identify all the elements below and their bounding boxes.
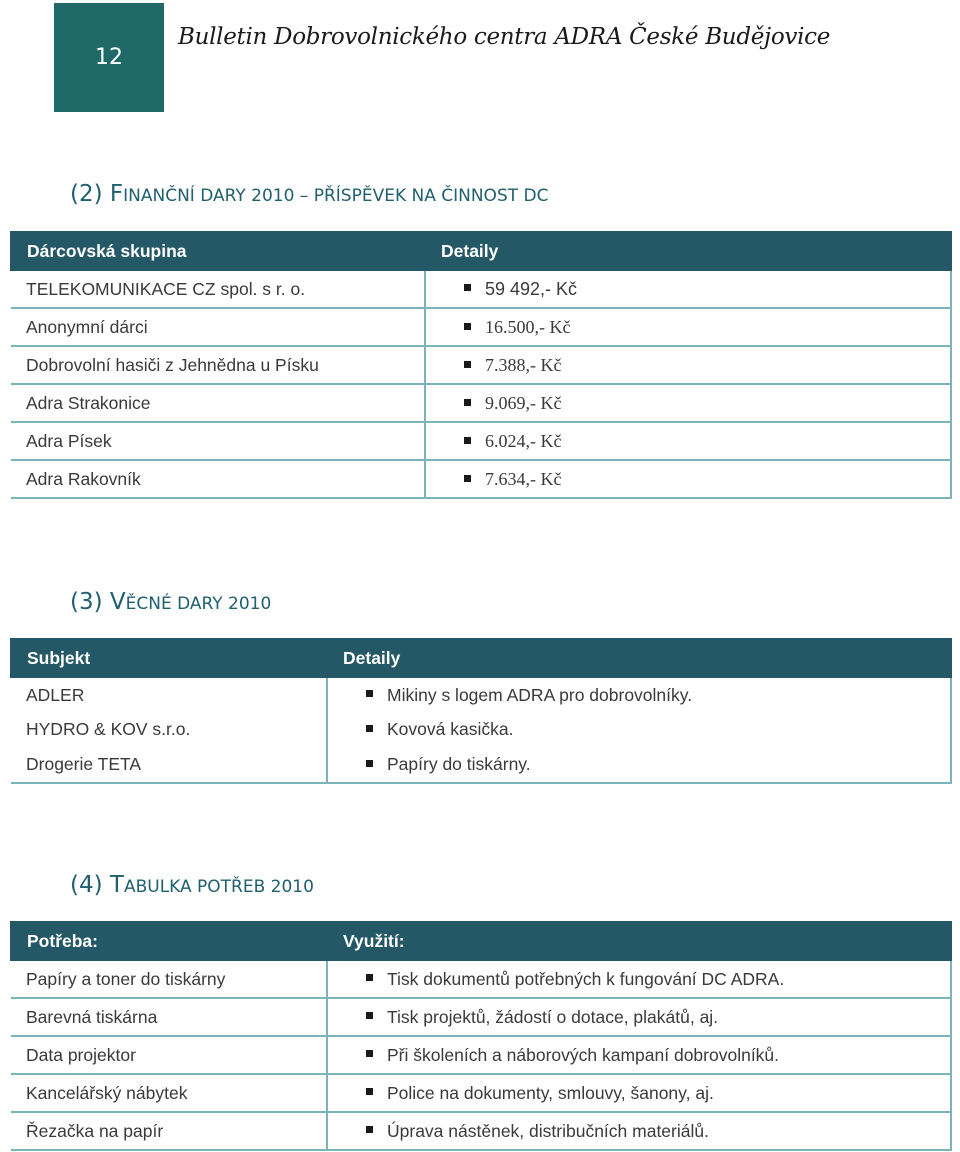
header-subject: Subjekt — [11, 639, 327, 677]
need-cell: Řezačka na papír — [11, 1112, 327, 1150]
section3-heading-rest: ĚCNÉ DARY 2010 — [125, 594, 272, 614]
square-bullet-icon — [366, 1012, 373, 1019]
donor-cell: Adra Strakonice — [11, 384, 425, 422]
square-bullet-icon — [366, 1050, 373, 1057]
need-cell: Barevná tiskárna — [11, 998, 327, 1036]
financial-donations-table — [10, 231, 952, 499]
header-details: Detaily — [327, 639, 951, 677]
square-bullet-icon — [464, 475, 471, 482]
use-cell — [327, 1036, 951, 1074]
detail-cell — [327, 747, 951, 783]
square-bullet-icon — [366, 690, 373, 697]
amount-value: 16.500,- Kč — [485, 316, 571, 337]
use-cell — [327, 998, 951, 1036]
use-value: Tisk dokumentů potřebných k fungování DC ADRA. — [387, 968, 785, 989]
use-cell — [327, 960, 951, 998]
table-row — [11, 960, 951, 998]
table-row — [11, 346, 951, 384]
square-bullet-icon — [366, 760, 373, 767]
table-row — [11, 460, 951, 498]
square-bullet-icon — [366, 1126, 373, 1133]
need-cell: Kancelářský nábytek — [11, 1074, 327, 1112]
subject-cell: ADLER — [11, 677, 327, 712]
square-bullet-icon — [366, 974, 373, 981]
use-cell — [327, 1112, 951, 1150]
header-use: Využití: — [327, 922, 951, 960]
amount-cell — [425, 422, 951, 460]
amount-cell — [425, 384, 951, 422]
table-row — [11, 1074, 951, 1112]
square-bullet-icon — [366, 725, 373, 732]
donor-cell: Anonymní dárci — [11, 308, 425, 346]
detail-value: Papíry do tiskárny. — [387, 754, 531, 774]
detail-cell — [327, 712, 951, 747]
use-value: Úprava nástěnek, distribučních materiálů. — [387, 1120, 709, 1141]
amount-cell — [425, 346, 951, 384]
table-row — [11, 747, 951, 783]
table-row — [11, 1112, 951, 1150]
header-need: Potřeba: — [11, 922, 327, 960]
table-row — [11, 422, 951, 460]
donor-cell: TELEKOMUNIKACE CZ spol. s r. o. — [11, 270, 425, 308]
square-bullet-icon — [464, 399, 471, 406]
header-details: Detaily — [425, 232, 951, 270]
page-number: 12 — [95, 45, 123, 70]
section3-heading-prefix: (3) V — [70, 589, 126, 615]
amount-value: 9.069,- Kč — [485, 392, 562, 413]
section4-heading-prefix: (4) T — [70, 872, 124, 898]
material-donations-table — [10, 638, 952, 784]
amount-cell — [425, 270, 951, 308]
section2-heading — [70, 181, 548, 207]
donor-cell: Dobrovolní hasiči z Jehnědna u Písku — [11, 346, 425, 384]
square-bullet-icon — [464, 361, 471, 368]
detail-cell — [327, 677, 951, 712]
use-value: Tisk projektů, žádostí o dotace, plakátů, aj. — [387, 1006, 719, 1027]
amount-value: 7.388,- Kč — [485, 354, 562, 375]
header-donor-group: Dárcovská skupina — [11, 232, 425, 270]
table-row — [11, 677, 951, 712]
subject-cell: Drogerie TETA — [11, 747, 327, 783]
use-cell — [327, 1074, 951, 1112]
amount-cell — [425, 308, 951, 346]
section3-heading — [70, 589, 271, 615]
square-bullet-icon — [464, 437, 471, 444]
donor-cell: Adra Rakovník — [11, 460, 425, 498]
use-value: Při školeních a náborových kampaní dobrovolníků. — [387, 1044, 780, 1065]
square-bullet-icon — [366, 1088, 373, 1095]
amount-cell — [425, 460, 951, 498]
amount-value: 6.024,- Kč — [485, 430, 562, 451]
bulletin-title: Bulletin Dobrovolnického centra ADRA České Budějovice — [178, 24, 831, 50]
donor-cell: Adra Písek — [11, 422, 425, 460]
needs-table — [10, 921, 952, 1151]
table-row — [11, 270, 951, 308]
table-row — [11, 998, 951, 1036]
table-header-row — [11, 639, 951, 677]
table-header-row — [11, 922, 951, 960]
need-cell: Papíry a toner do tiskárny — [11, 960, 327, 998]
table-header-row — [11, 232, 951, 270]
section4-heading — [70, 872, 314, 898]
section2-heading-prefix: (2) F — [70, 181, 124, 207]
square-bullet-icon — [464, 323, 471, 330]
amount-value: 59 492,- Kč — [485, 278, 578, 299]
subject-cell: HYDRO & KOV s.r.o. — [11, 712, 327, 747]
use-value: Police na dokumenty, smlouvy, šanony, aj. — [387, 1082, 714, 1103]
amount-value: 7.634,- Kč — [485, 468, 562, 489]
table-row — [11, 308, 951, 346]
need-cell: Data projektor — [11, 1036, 327, 1074]
detail-value: Mikiny s logem ADRA pro dobrovolníky. — [387, 684, 693, 705]
detail-value: Kovová kasička. — [387, 719, 514, 739]
table-row — [11, 384, 951, 422]
section2-heading-rest: INANČNÍ DARY 2010 – PŘÍSPĚVEK NA ČINNOST DC — [123, 186, 549, 206]
square-bullet-icon — [464, 284, 471, 291]
page-number-box — [54, 3, 164, 112]
section4-heading-rest: ABULKA POTŘEB 2010 — [123, 877, 314, 897]
table-row — [11, 712, 951, 747]
table-row — [11, 1036, 951, 1074]
